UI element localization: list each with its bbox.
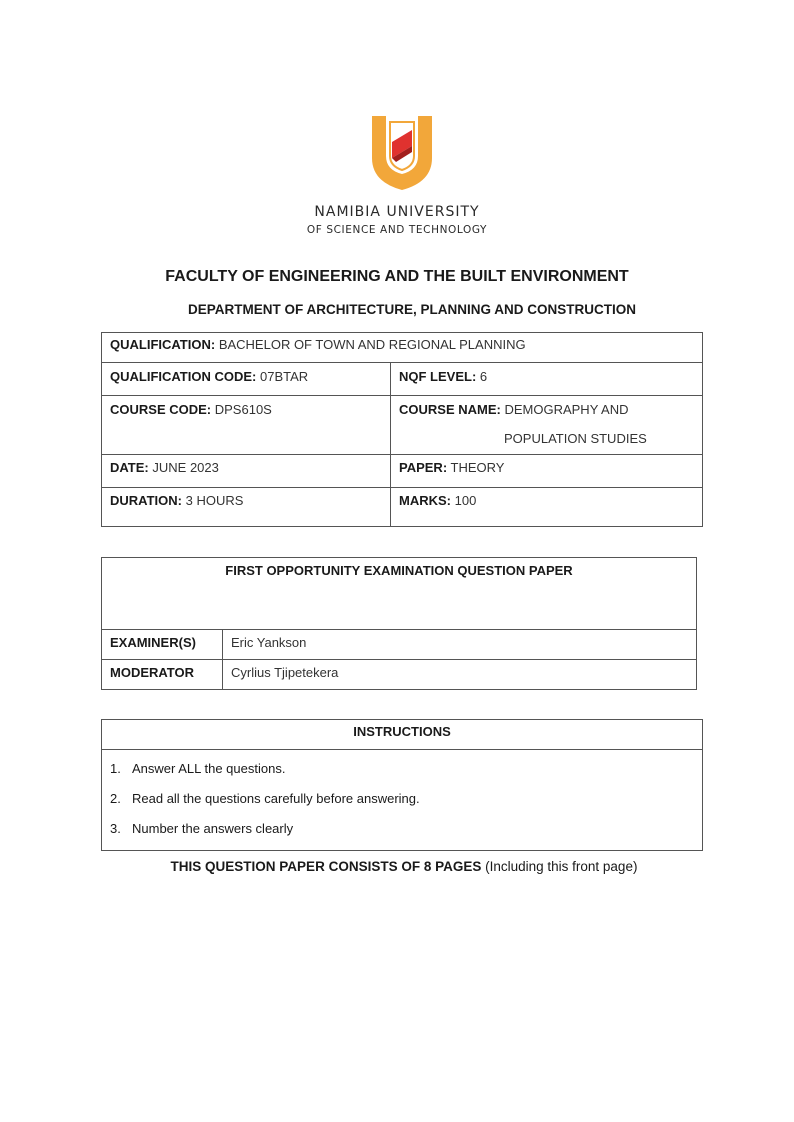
instructions-title: INSTRUCTIONS: [353, 724, 451, 739]
university-name: NAMIBIA UNIVERSITY: [314, 204, 480, 220]
instructions-list: [102, 750, 703, 851]
nqf-level-value: 6: [479, 369, 488, 384]
page-count-note: [100, 859, 708, 874]
course-code-value: DPS610S: [214, 402, 272, 417]
qualification-cell: QUALIFICATION: BACHELOR OF TOWN AND REGIONAL PLANNING: [102, 333, 703, 363]
university-subtitle: OF SCIENCE AND TECHNOLOGY: [306, 224, 488, 236]
course-name-value-line1: DEMOGRAPHY AND: [504, 402, 629, 417]
qualification-code-cell: QUALIFICATION CODE: 07BTAR: [102, 363, 391, 396]
moderator-value: Cyrlius Tjipetekera: [231, 665, 339, 680]
examiner-label: EXAMINER(S): [110, 635, 196, 650]
nqf-level-cell: NQF LEVEL: 6: [391, 363, 703, 396]
course-name-value-line2: POPULATION STUDIES: [504, 431, 647, 446]
marks-value: 100: [454, 493, 477, 508]
marks-cell: MARKS: 100: [391, 488, 703, 527]
moderator-label: MODERATOR: [110, 665, 195, 680]
page-count-bold: THIS QUESTION PAPER CONSISTS OF 8 PAGES: [170, 859, 482, 874]
exam-info-table: [101, 557, 697, 690]
duration-value: 3 HOURS: [185, 493, 244, 508]
examiner-label-cell: [102, 630, 223, 660]
faculty-title: FACULTY OF ENGINEERING AND THE BUILT ENVIRONMENT: [165, 268, 629, 285]
moderator-value-cell: [223, 660, 697, 690]
duration-cell: DURATION: 3 HOURS: [102, 488, 391, 527]
date-cell: DATE: JUNE 2023: [102, 455, 391, 488]
examiner-value-cell: [223, 630, 697, 660]
date-value: JUNE 2023: [152, 460, 219, 475]
course-info-table: [101, 332, 703, 527]
list-item: 1. Answer ALL the questions.: [110, 761, 286, 776]
moderator-label-cell: [102, 660, 223, 690]
exam-title: FIRST OPPORTUNITY EXAMINATION QUESTION PAPER: [225, 563, 573, 578]
list-item: 2. Read all the questions carefully before answering.: [110, 791, 420, 806]
instructions-table: [101, 719, 703, 851]
course-code-cell: COURSE CODE: DPS610S: [102, 396, 391, 455]
page-count-normal: (Including this front page): [485, 859, 638, 874]
university-logo: [366, 112, 438, 192]
exam-title-cell: [102, 558, 697, 630]
paper-cell: PAPER: THEORY: [391, 455, 703, 488]
examiner-value: Eric Yankson: [231, 635, 307, 650]
qualification-code-value: 07BTAR: [259, 369, 309, 384]
department-title: DEPARTMENT OF ARCHITECTURE, PLANNING AND CONSTRUCTION: [188, 302, 636, 317]
paper-value: THEORY: [450, 460, 505, 475]
instructions-title-cell: [102, 720, 703, 750]
qualification-value: BACHELOR OF TOWN AND REGIONAL PLANNING: [218, 337, 526, 352]
list-item: 3. Number the answers clearly: [110, 821, 294, 836]
course-name-cell: COURSE NAME: DEMOGRAPHY AND POPULATION STUDIES: [391, 396, 703, 455]
